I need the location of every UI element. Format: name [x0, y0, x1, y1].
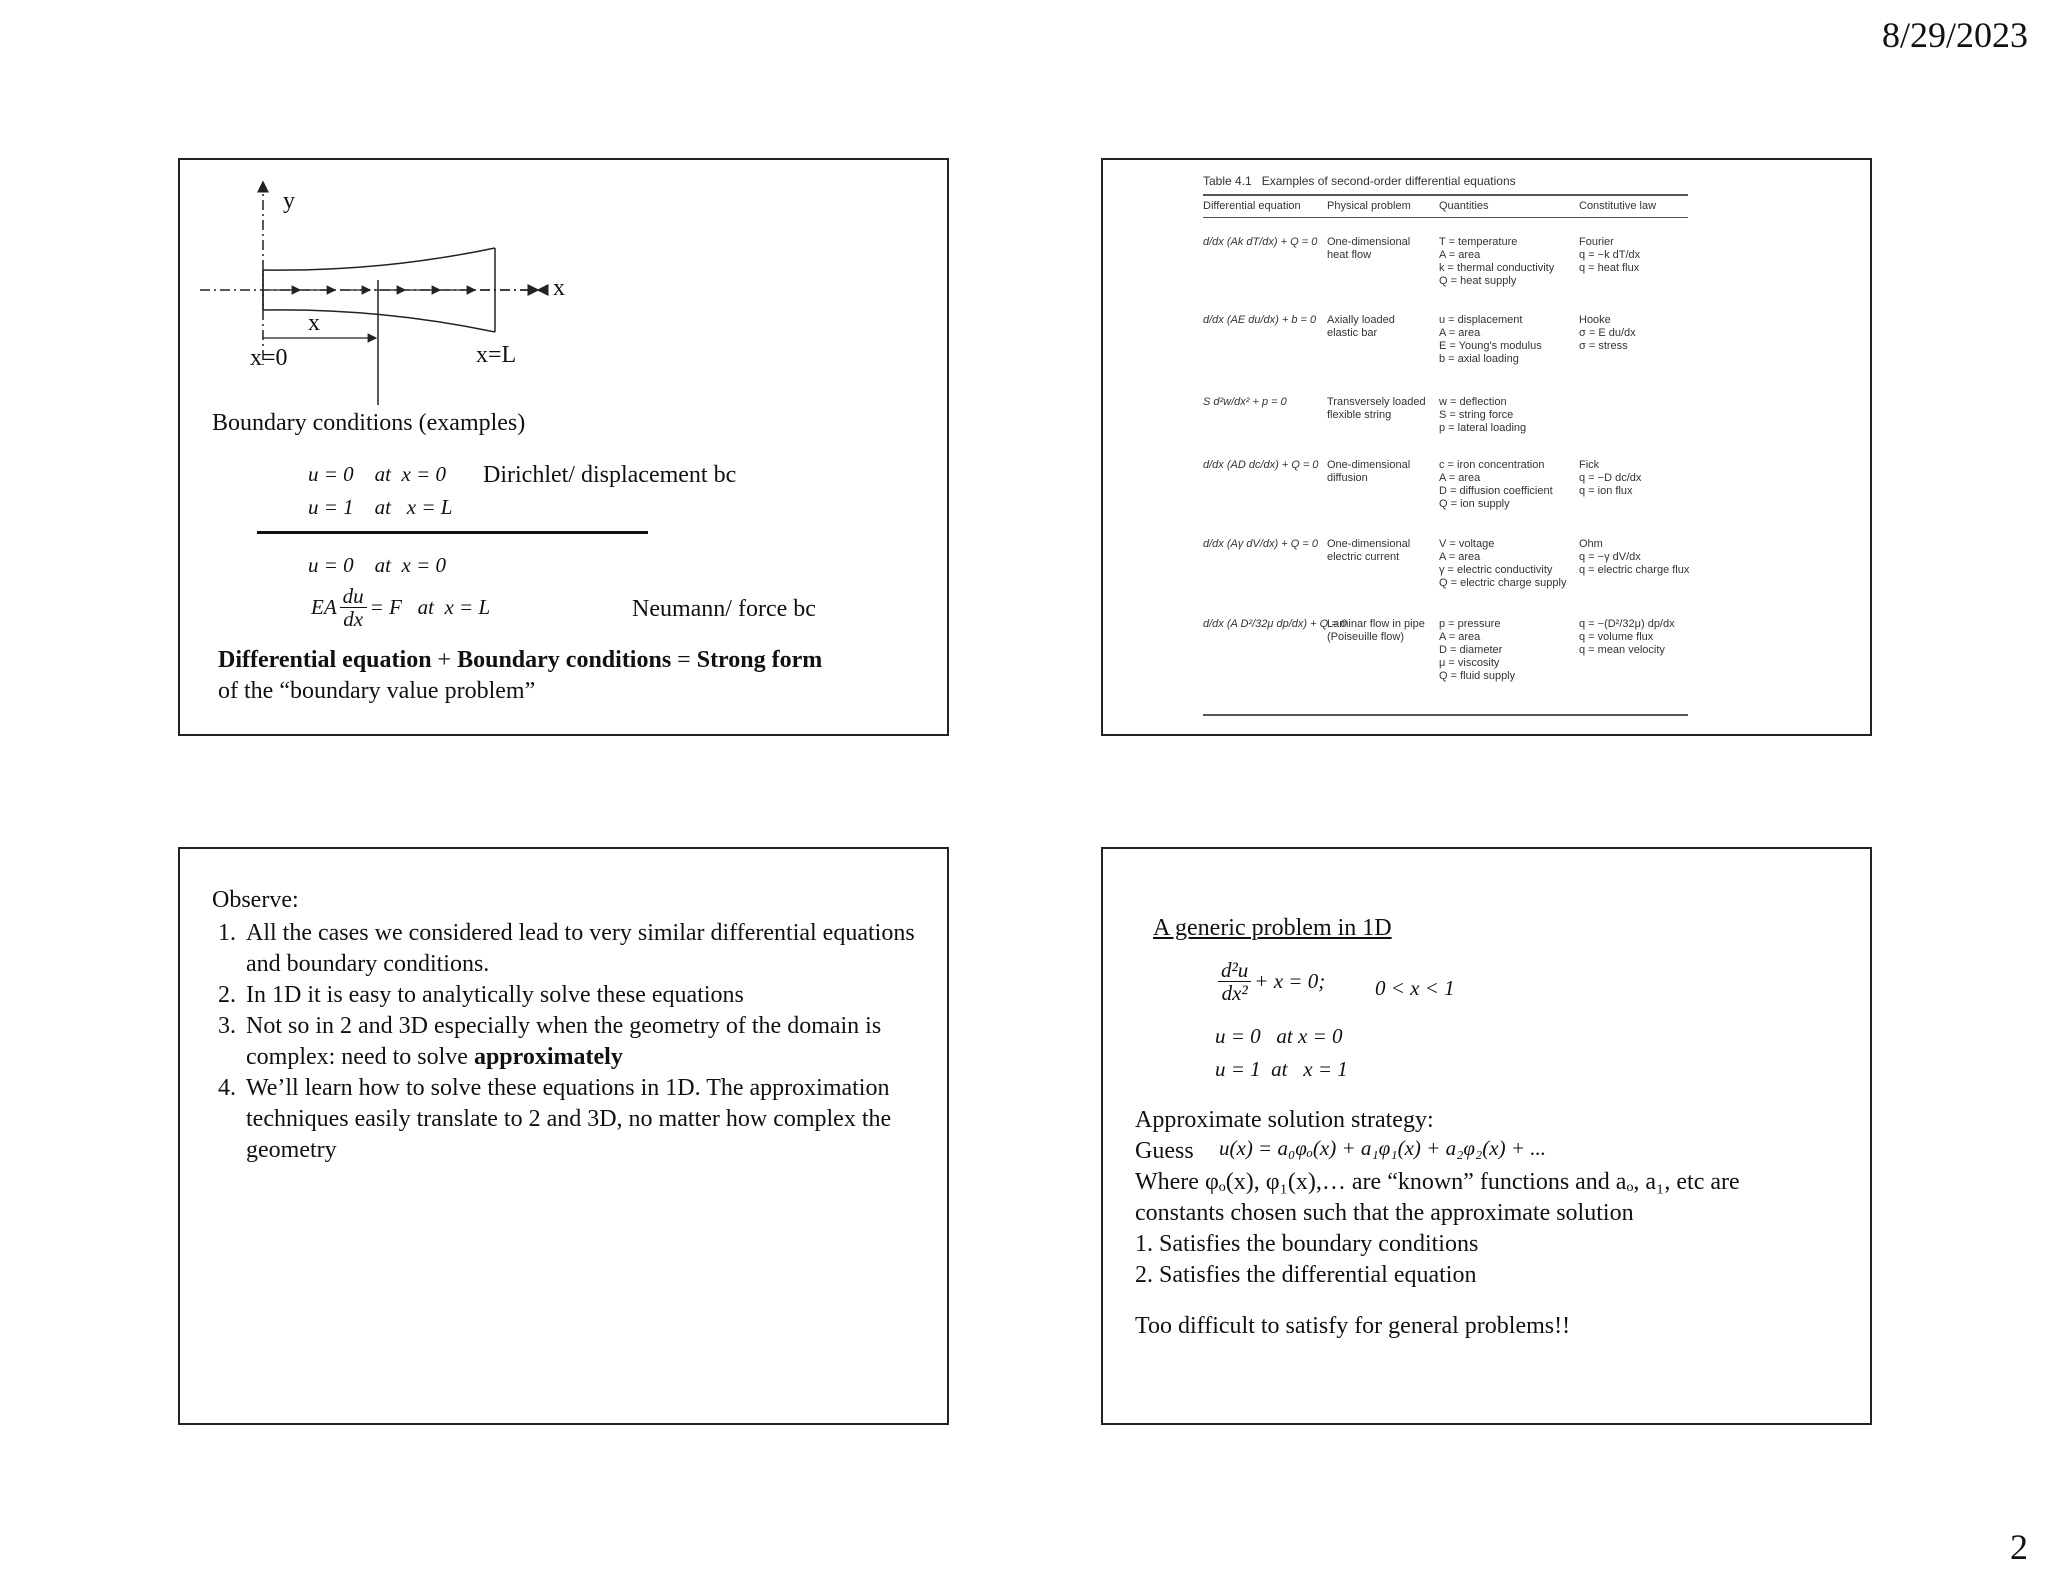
- guess-label: Guess: [1135, 1138, 1194, 1164]
- cell-quantities: c = iron concentration A = area D = diffusion coefficient Q = ion supply: [1439, 459, 1553, 510]
- neumann-eq2: [311, 585, 490, 630]
- du-dx-fraction: [340, 585, 367, 630]
- neumann-rhs: = F at x = L: [369, 595, 491, 620]
- col-header-law: Constitutive law: [1579, 200, 1657, 212]
- strong-part-sf: Strong form: [696, 647, 823, 673]
- dimension-x-label: x: [308, 310, 320, 336]
- strong-part-eq: =: [671, 647, 697, 673]
- strong-part-bc: Boundary conditions: [457, 647, 672, 673]
- generic-heading: A generic problem in 1D: [1153, 915, 1392, 941]
- cell-quantities: V = voltage A = area γ = electric conductivity Q = electric charge supply: [1439, 538, 1567, 589]
- cell-quantities: w = deflection S = string force p = lateral loading: [1439, 396, 1527, 434]
- guess-equation: u(x) = a₀φₒ(x) + a₁φ₁(x) + a₂φ₂(x) + ...: [1219, 1136, 1547, 1160]
- du-numerator: du: [340, 585, 367, 608]
- cell-quantities: u = displacement A = area E = Young's modulus b = axial loading: [1439, 314, 1542, 365]
- neumann-label: Neumann/ force bc: [632, 596, 816, 622]
- cell-law: Fourier q = −k dT/dx q = heat flux: [1579, 236, 1641, 274]
- axis-y-label: y: [283, 188, 295, 214]
- dirichlet-eq2: u = 1 at x = L: [308, 495, 453, 519]
- cell-law: q = −(D²/32μ) dp/dx q = volume flux q = mean velocity: [1579, 618, 1675, 656]
- strong-form-line2: of the “boundary value problem”: [218, 678, 536, 704]
- table-rule-header: [1203, 217, 1688, 218]
- condition-1: 1. Satisfies the boundary conditions: [1135, 1231, 1479, 1257]
- table-rule-bottom: [1203, 714, 1688, 716]
- list-item: 4. We’ll learn how to solve these equations in 1D. The approximation techniques easily translate to 2 and 3D, no matter how complex the geometry: [242, 1073, 932, 1166]
- x0-label: x=0: [250, 345, 288, 371]
- strategy-heading: Approximate solution strategy:: [1135, 1107, 1434, 1133]
- list-item-bold: approximately: [473, 1044, 623, 1070]
- dx2-denominator: dx²: [1221, 981, 1248, 1006]
- list-item: 2. In 1D it is easy to analytically solve these equations: [242, 980, 932, 1011]
- strong-form-line1: [218, 647, 822, 674]
- col-header-quantities: Quantities: [1439, 200, 1489, 212]
- slide-boundary-conditions: [178, 158, 949, 736]
- cell-problem: Transversely loaded flexible string: [1327, 396, 1426, 421]
- cell-problem: Laminar flow in pipe (Poiseuille flow): [1327, 618, 1425, 643]
- divider-line: [257, 531, 648, 534]
- d2u-numerator: d²u: [1218, 959, 1251, 982]
- cell-equation: S d²w/dx² + p = 0: [1203, 396, 1287, 408]
- slide-observe: [178, 847, 949, 1425]
- domain-range: 0 < x < 1: [1375, 976, 1455, 1000]
- strong-part-de: Differential equation: [218, 647, 432, 673]
- cell-law: Ohm q = −γ dV/dx q = electric charge flux: [1579, 538, 1690, 576]
- page-number: 2: [2010, 1527, 2028, 1567]
- ode-equation: [1215, 959, 1325, 1004]
- conclusion: Too difficult to satisfy for general problems!!: [1135, 1313, 1571, 1339]
- table-rule-top: [1203, 194, 1688, 196]
- bc-heading: Boundary conditions (examples): [212, 410, 526, 436]
- ea-symbol: EA: [311, 595, 337, 620]
- observe-list-wrap: [212, 918, 932, 1166]
- list-item: 1. All the cases we considered lead to very similar differential equations and boundary conditions.: [242, 918, 932, 980]
- cell-equation: d/dx (AD dc/dx) + Q = 0: [1203, 459, 1319, 471]
- axis-x-label: x: [553, 275, 565, 301]
- where-line1: Where φₒ(x), φ₁(x),… are “known” functions and aₒ, a₁, etc are: [1135, 1169, 1740, 1195]
- col-header-problem: Physical problem: [1327, 200, 1411, 212]
- xL-label: x=L: [476, 342, 517, 368]
- bc2-equation: u = 1 at x = 1: [1215, 1057, 1348, 1081]
- col-header-equation: Differential equation: [1203, 200, 1301, 212]
- d2u-dx2-fraction: [1218, 959, 1251, 1004]
- cell-equation: d/dx (AE du/dx) + b = 0: [1203, 314, 1317, 326]
- cell-equation: d/dx (Aγ dV/dx) + Q = 0: [1203, 538, 1318, 550]
- equations-table: [1203, 174, 1693, 719]
- table-caption: Table 4.1 Examples of second-order differential equations: [1203, 174, 1516, 188]
- cell-law: Fick q = −D dc/dx q = ion flux: [1579, 459, 1642, 497]
- slide-table-4-1: [1101, 158, 1872, 736]
- cell-equation: d/dx (Ak dT/dx) + Q = 0: [1203, 236, 1318, 248]
- cell-law: Hooke σ = E du/dx σ = stress: [1579, 314, 1636, 352]
- cell-quantities: T = temperature A = area k = thermal conductivity Q = heat supply: [1439, 236, 1555, 287]
- slide-generic-problem: [1101, 847, 1872, 1425]
- cell-problem: Axially loaded elastic bar: [1327, 314, 1395, 339]
- ode-rest: + x = 0;: [1254, 969, 1326, 994]
- dirichlet-eq1: u = 0 at x = 0: [308, 462, 446, 486]
- page-date: 8/29/2023: [1881, 15, 2028, 55]
- cell-equation: d/dx (A D²/32μ dp/dx) + Q = 0: [1203, 618, 1347, 630]
- dx-denominator: dx: [343, 607, 364, 632]
- dirichlet-label: Dirichlet/ displacement bc: [483, 462, 737, 488]
- bc1-equation: u = 0 at x = 0: [1215, 1024, 1343, 1048]
- observe-heading: Observe:: [212, 887, 299, 913]
- observe-list: [212, 918, 932, 1166]
- bar-diagram: [180, 160, 951, 420]
- neumann-eq1: u = 0 at x = 0: [308, 553, 446, 577]
- cell-problem: One-dimensional electric current: [1327, 538, 1411, 563]
- cell-problem: One-dimensional diffusion: [1327, 459, 1411, 484]
- cell-problem: One-dimensional heat flow: [1327, 236, 1411, 261]
- cell-quantities: p = pressure A = area D = diameter μ = viscosity Q = fluid supply: [1439, 618, 1516, 682]
- list-item: [242, 1011, 932, 1073]
- list-item-text: Not so in 2 and 3D especially when the geometry of the domain is complex: need to solve: [246, 1013, 882, 1070]
- strong-part-plus: +: [431, 647, 458, 673]
- condition-2: 2. Satisfies the differential equation: [1135, 1262, 1477, 1288]
- where-line2: constants chosen such that the approximate solution: [1135, 1200, 1634, 1226]
